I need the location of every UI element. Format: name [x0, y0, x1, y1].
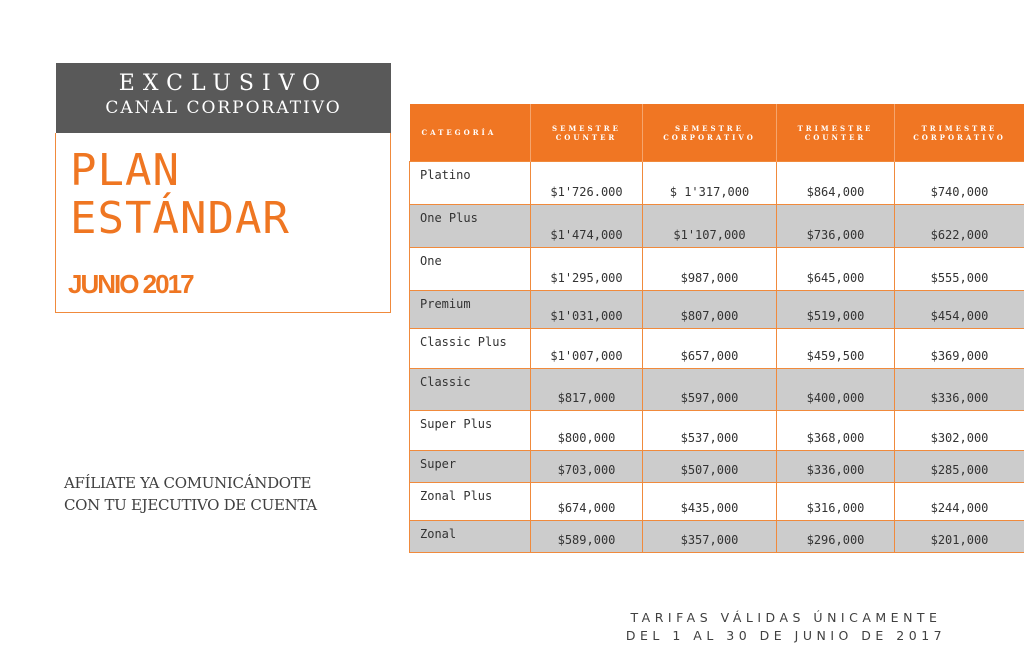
price-cell: $597,000: [643, 369, 777, 411]
price-cell: $336,000: [777, 451, 895, 483]
price-cell: $1'007,000: [531, 329, 643, 369]
price-cell: $296,000: [777, 521, 895, 553]
price-cell: $645,000: [777, 248, 895, 291]
price-cell: $1'107,000: [643, 205, 777, 248]
category-cell: One Plus: [410, 205, 531, 248]
category-cell: Platino: [410, 162, 531, 205]
price-cell: $1'726.000: [531, 162, 643, 205]
validity-line1: TARIFAS VÁLIDAS ÚNICAMENTE: [630, 610, 942, 625]
price-cell: $336,000: [895, 369, 1024, 411]
price-cell: $674,000: [531, 483, 643, 521]
price-cell: $201,000: [895, 521, 1024, 553]
table-row: [410, 369, 1024, 411]
table-row: [410, 521, 1024, 553]
price-cell: $519,000: [777, 291, 895, 329]
header-semestre-corporativo: SEMESTRE CORPORATIVO: [643, 104, 777, 162]
table-row: [410, 162, 1024, 205]
price-cell: $369,000: [895, 329, 1024, 369]
price-cell: $1'031,000: [531, 291, 643, 329]
price-cell: $1'295,000: [531, 248, 643, 291]
category-cell: Zonal: [410, 521, 531, 553]
banner-title: EXCLUSIVO: [118, 71, 329, 96]
category-cell: Classic Plus: [410, 329, 531, 369]
validity-line2: DEL 1 AL 30 DE JUNIO DE 2017: [625, 628, 947, 643]
category-cell: Super Plus: [410, 411, 531, 451]
price-cell: $817,000: [531, 369, 643, 411]
category-cell: Classic: [410, 369, 531, 411]
plan-title: [70, 147, 290, 243]
promo-line1: AFÍLIATE YA COMUNICÁNDOTE: [64, 474, 312, 492]
price-cell: $459,500: [777, 329, 895, 369]
price-cell: $244,000: [895, 483, 1024, 521]
category-cell: One: [410, 248, 531, 291]
table-header-row: [410, 104, 1024, 162]
price-cell: $302,000: [895, 411, 1024, 451]
price-cell: $357,000: [643, 521, 777, 553]
promo-line2: CON TU EJECUTIVO DE CUENTA: [64, 496, 317, 514]
price-cell: $400,000: [777, 369, 895, 411]
header-categoria: CATEGORÍA: [410, 104, 531, 162]
price-cell: $589,000: [531, 521, 643, 553]
price-cell: $435,000: [643, 483, 777, 521]
promo-text: [64, 472, 317, 516]
header-semestre-counter: SEMESTRE COUNTER: [531, 104, 643, 162]
exclusive-banner: [56, 63, 391, 133]
price-cell: $800,000: [531, 411, 643, 451]
price-cell: $454,000: [895, 291, 1024, 329]
category-cell: Zonal Plus: [410, 483, 531, 521]
plan-title-line2: ESTÁNDAR: [70, 193, 290, 244]
table-row: [410, 248, 1024, 291]
price-cell: $507,000: [643, 451, 777, 483]
plan-title-line1: PLAN: [70, 145, 180, 196]
price-cell: $987,000: [643, 248, 777, 291]
header-trimestre-counter: TRIMESTRE COUNTER: [777, 104, 895, 162]
price-cell: $537,000: [643, 411, 777, 451]
banner-subtitle: CANAL CORPORATIVO: [105, 98, 342, 118]
price-cell: $316,000: [777, 483, 895, 521]
validity-note: [560, 609, 1012, 645]
price-cell: $703,000: [531, 451, 643, 483]
header-trimestre-corporativo: TRIMESTRE CORPORATIVO: [895, 104, 1024, 162]
price-cell: $657,000: [643, 329, 777, 369]
table-row: [410, 291, 1024, 329]
price-cell: $555,000: [895, 248, 1024, 291]
price-cell: $622,000: [895, 205, 1024, 248]
plan-card: [55, 133, 391, 313]
price-cell: $740,000: [895, 162, 1024, 205]
category-cell: Super: [410, 451, 531, 483]
table-row: [410, 411, 1024, 451]
price-cell: $368,000: [777, 411, 895, 451]
price-cell: $807,000: [643, 291, 777, 329]
plan-date: JUNIO 2017: [68, 269, 193, 299]
price-cell: $864,000: [777, 162, 895, 205]
table-row: [410, 451, 1024, 483]
rates-table: [409, 104, 1024, 553]
category-cell: Premium: [410, 291, 531, 329]
price-cell: $285,000: [895, 451, 1024, 483]
table-row: [410, 205, 1024, 248]
price-cell: $1'474,000: [531, 205, 643, 248]
table-row: [410, 329, 1024, 369]
price-cell: $ 1'317,000: [643, 162, 777, 205]
table-row: [410, 483, 1024, 521]
price-cell: $736,000: [777, 205, 895, 248]
